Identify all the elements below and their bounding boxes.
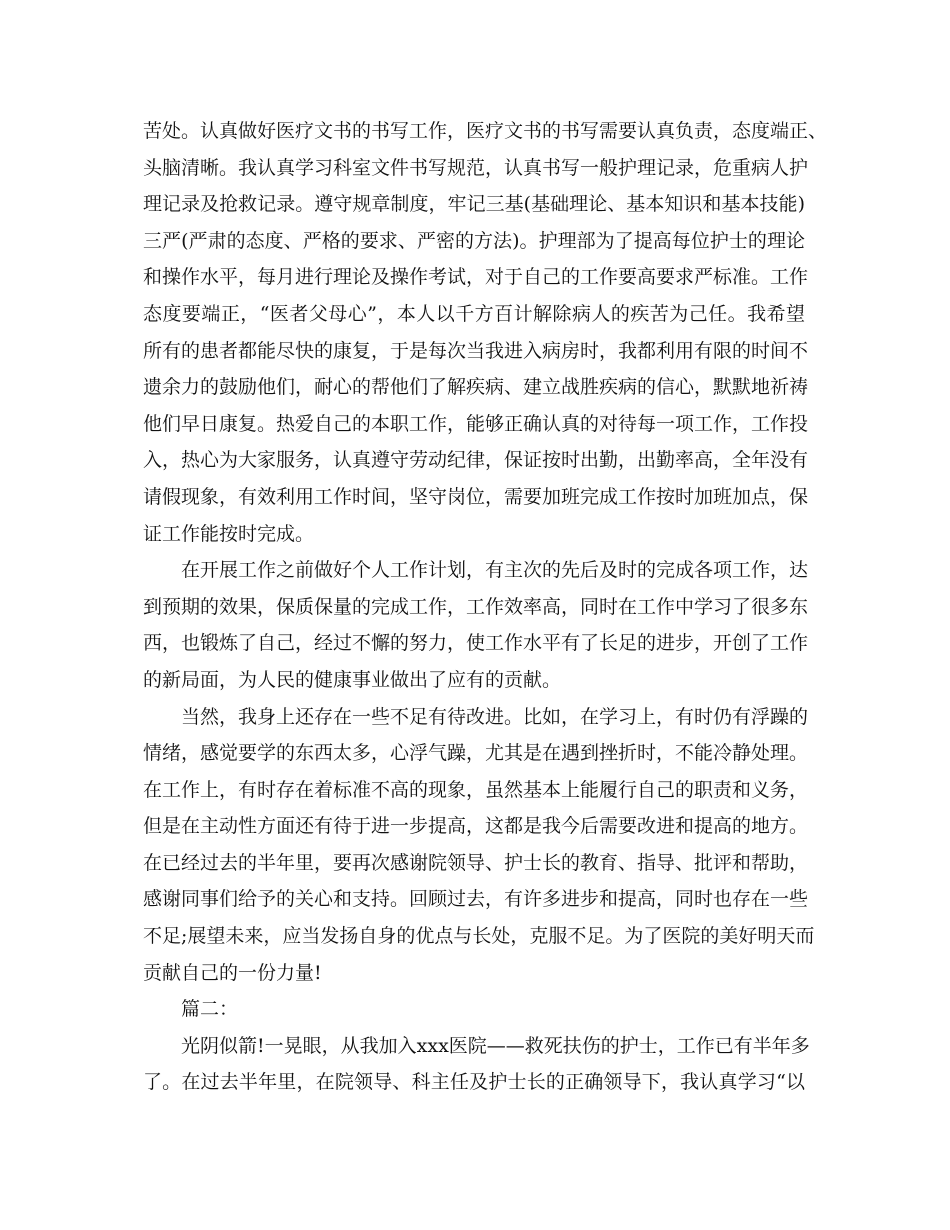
text-line: 证工作能按时完成。 xyxy=(143,522,315,545)
text-line: 请假现象，有效利用工作时间，坚守岗位，需要加班完成工作按时加班加点，保 xyxy=(143,485,809,508)
text-line: 光阴似箭!一晃眼，从我加入xxx医院——救死扶伤的护士，工作已有半年多 xyxy=(181,1034,810,1057)
text-line: 和操作水平，每月进行理论及操作考试，对于自己的工作要高要求严标准。工作 xyxy=(143,266,809,289)
document-body xyxy=(143,113,828,1101)
text-line: 但是在主动性方面还有待于进一步提高，这都是我今后需要改进和提高的地方。 xyxy=(143,815,809,838)
text-line: 不足;展望未来，应当发扬自身的优点与长处，克服不足。为了医院的美好明天而 xyxy=(143,925,815,948)
text-line: 了。在过去半年里，在院领导、科主任及护士长的正确领导下，我认真学习“以 xyxy=(143,1071,805,1094)
text-line: 到预期的效果，保质保量的完成工作，工作效率高，同时在工作中学习了很多东 xyxy=(143,595,809,618)
text-line: 西，也锻炼了自己，经过不懈的努力，使工作水平有了长足的进步，开创了工作 xyxy=(143,632,809,655)
text-line: 感谢同事们给予的关心和支持。回顾过去，有许多进步和提高，同时也存在一些 xyxy=(143,888,809,911)
text-line: 当然，我身上还存在一些不足有待改进。比如，在学习上，有时仍有浮躁的 xyxy=(181,705,809,728)
text-line: 在工作上，有时存在着标准不高的现象，虽然基本上能履行自己的职责和义务， xyxy=(143,778,809,801)
text-line: 情绪，感觉要学的东西太多，心浮气躁，尤其是在遇到挫折时，不能冷静处理。 xyxy=(143,742,809,765)
text-line: 遗余力的鼓励他们，耐心的帮他们了解疾病、建立战胜疾病的信心，默默地祈祷 xyxy=(143,376,809,399)
text-line: 所有的患者都能尽快的康复，于是每次当我进入病房时，我都利用有限的时间不 xyxy=(143,339,809,362)
text-line: 态度要端正，“医者父母心”，本人以千方百计解除病人的疾苦为己任。我希望 xyxy=(143,302,805,325)
text-line: 理记录及抢救记录。遵守规章制度，牢记三基(基础理论、基本知识和基本技能) xyxy=(143,193,805,216)
section-heading: 篇二： xyxy=(181,998,239,1021)
text-line: 在开展工作之前做好个人工作计划，有主次的先后及时的完成各项工作，达 xyxy=(181,559,809,582)
text-line: 在已经过去的半年里，要再次感谢院领导、护士长的教育、指导、批评和帮助， xyxy=(143,851,809,874)
text-line: 头脑清晰。我认真学习科室文件书写规范，认真书写一般护理记录，危重病人护 xyxy=(143,156,809,179)
text-line: 贡献自己的一份力量! xyxy=(143,961,322,984)
text-line: 苦处。认真做好医疗文书的书写工作，医疗文书的书写需要认真负责，态度端正、 xyxy=(143,120,828,142)
text-line: 他们早日康复。热爱自己的本职工作，能够正确认真的对待每一项工作，工作投 xyxy=(143,412,809,435)
text-line: 入，热心为大家服务，认真遵守劳动纪律，保证按时出勤，出勤率高，全年没有 xyxy=(143,449,809,472)
text-line: 三严(严肃的态度、严格的要求、严密的方法)。护理部为了提高每位护士的理论 xyxy=(143,229,805,252)
text-line: 的新局面，为人民的健康事业做出了应有的贡献。 xyxy=(143,668,562,691)
